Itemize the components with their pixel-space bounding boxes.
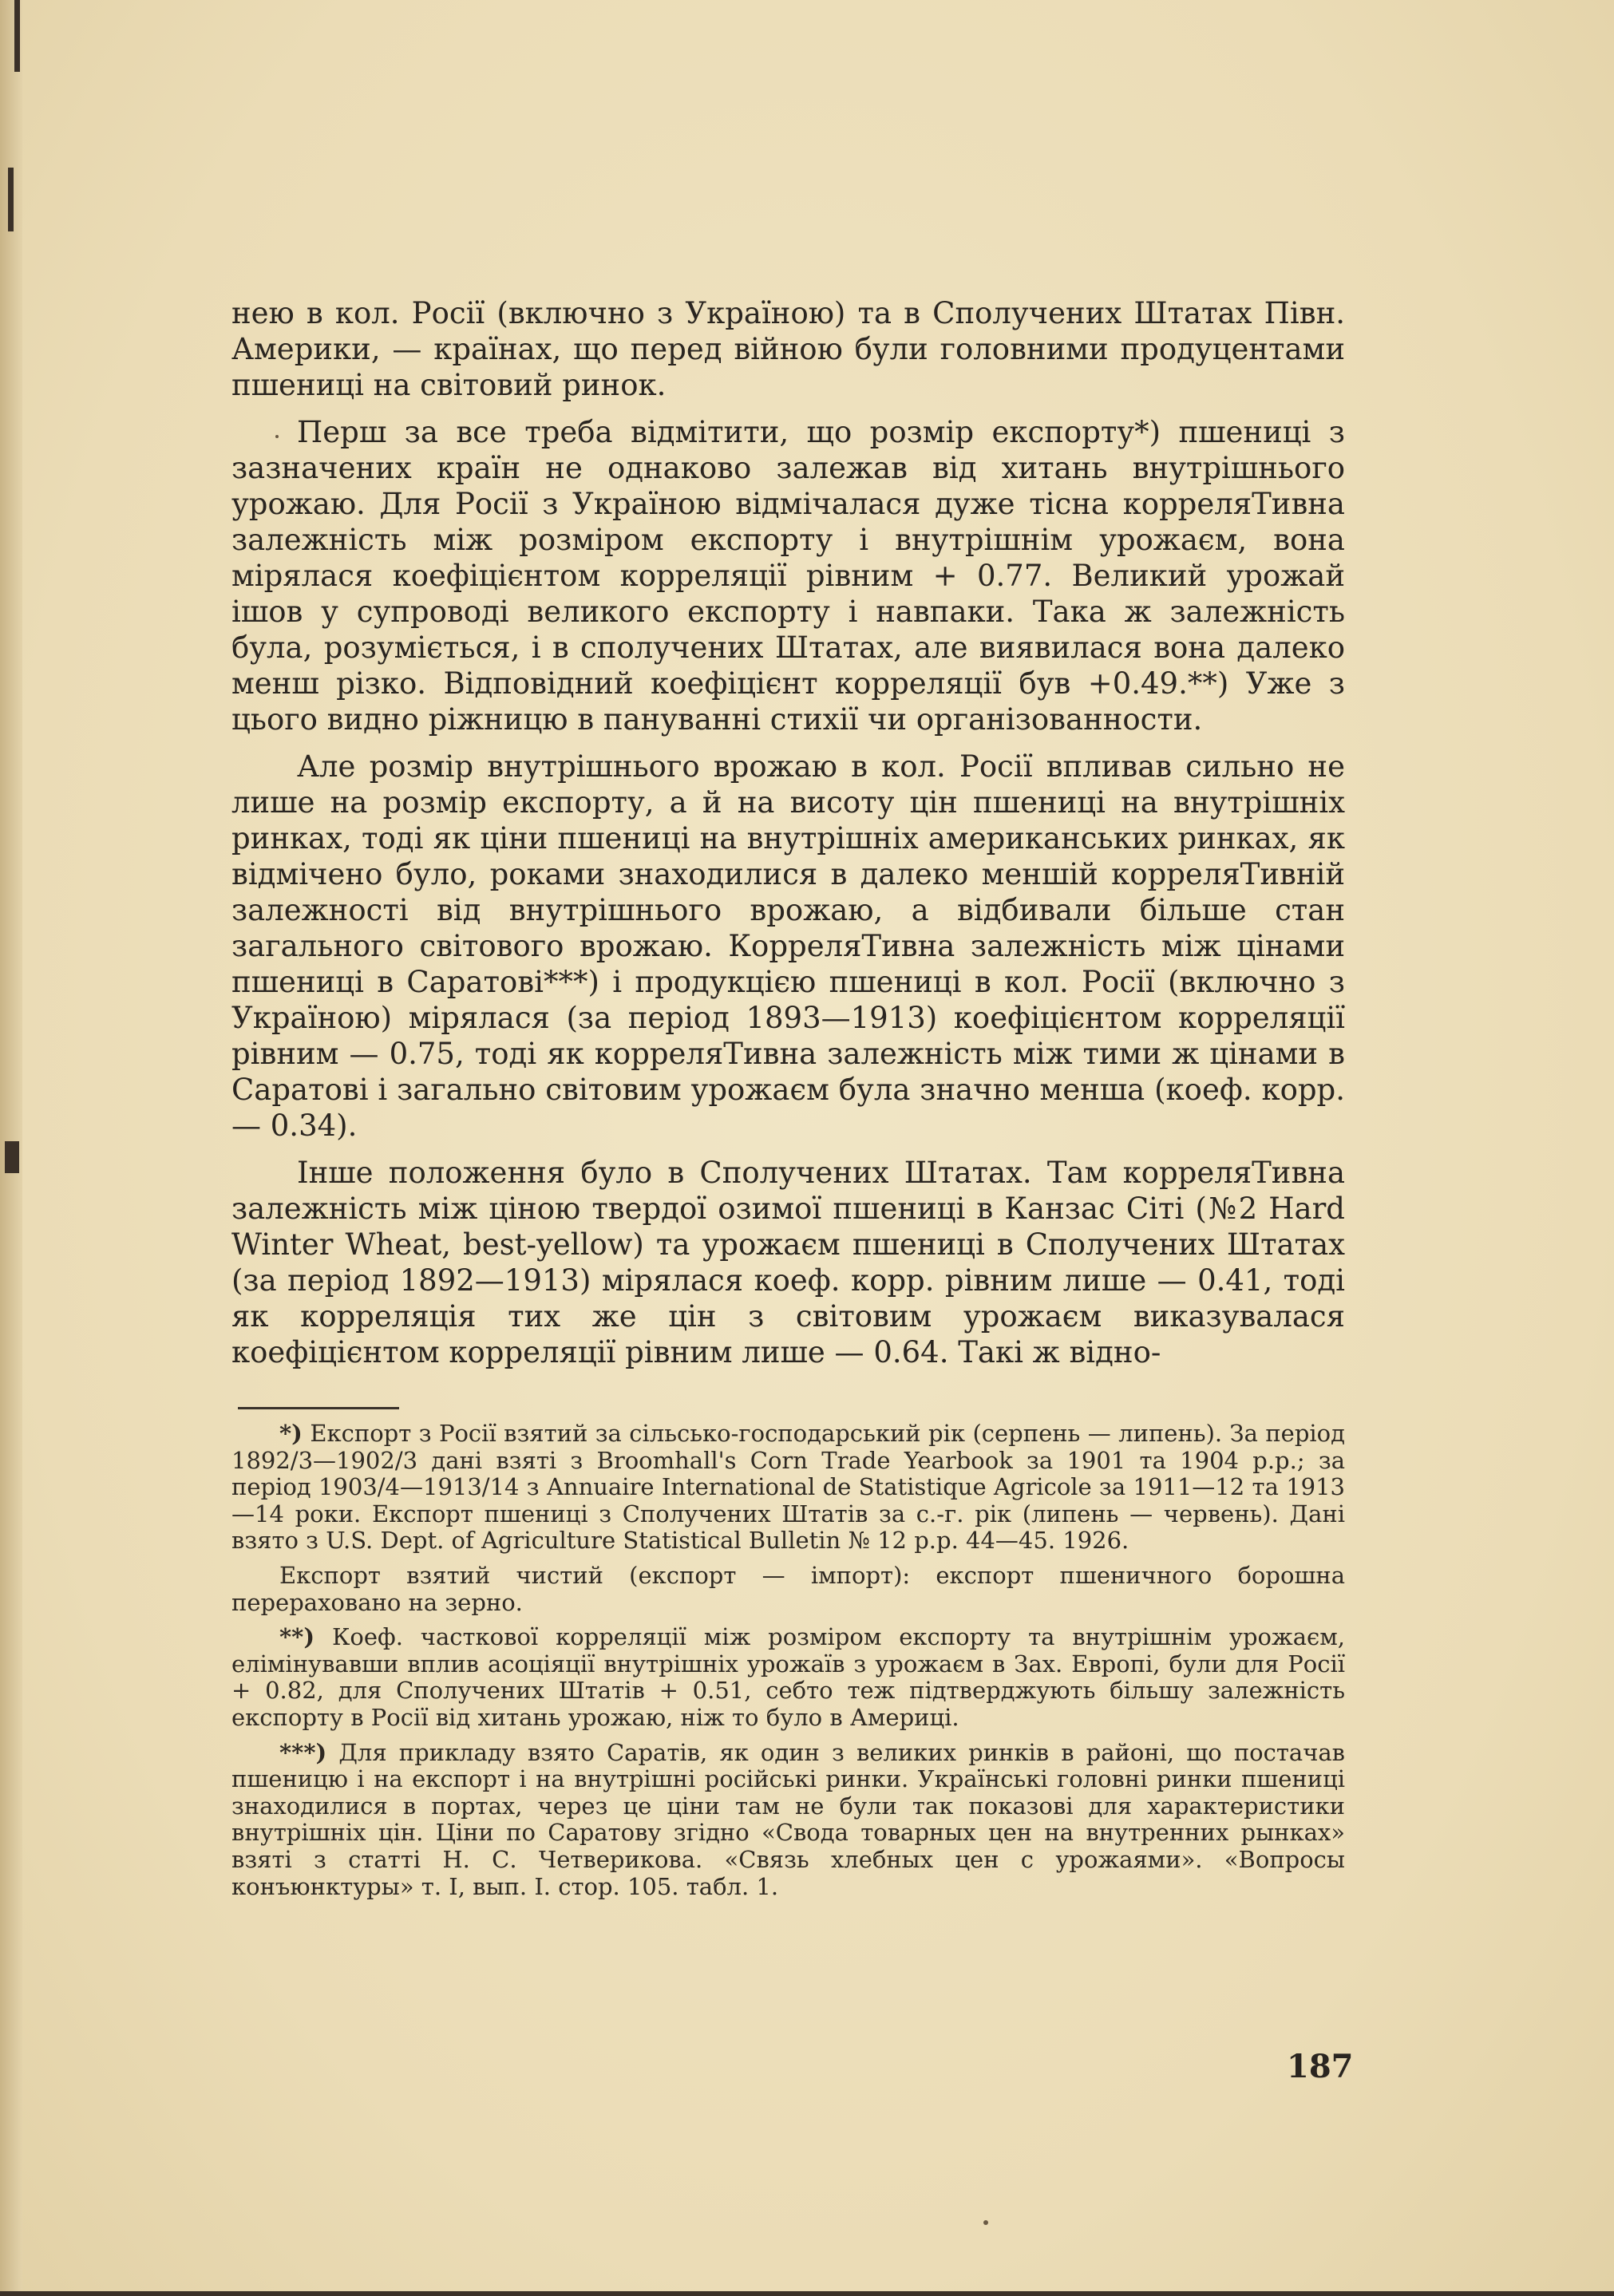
paper-speck	[983, 2220, 988, 2225]
footnote-text: Експорт з Росії взятий за сільсько-господарський рік (серпень — липень). За період 1892/3—1902/3 дані взяті з Broomhall's Corn Trade Yearbook за 1901 та 1904 р.р.; за період 1903/4—1913/14 з Annuaire International de Statistique Agricole за 1911—12 та 1913—14 роки. Експорт пшениці з Сполучених Штатів за с.-г. рік (липень — червень). Дані взято з U.S. Dept. of Agriculture Statistical Bulletin № 12 p.p. 44—45. 1926.	[231, 1420, 1345, 1555]
binding-mark	[5, 1141, 19, 1173]
footnote-marker: **)	[279, 1623, 315, 1651]
footnote-2	[231, 1624, 1345, 1731]
footnote-separator	[238, 1407, 399, 1409]
footnote-marker: ***)	[279, 1738, 327, 1766]
page-spine-shadow	[0, 0, 22, 2296]
page-number: 187	[1287, 2048, 1354, 2085]
footnote-text: Коеф. часткової корреляції між розміром експорту та внутрішнім урожаєм, елімінувавши вплив асоціяції внутрішніх урожаїв з урожаєм в Зах. Европі, були для Росії + 0.82, для Сполучених Штатів + 0.51, себто теж підтверджують більшу залежність експорту в Росії від хитань урожаю, ніж то було в Америці.	[231, 1623, 1346, 1731]
paragraph-4: Інше положення було в Сполучених Штатах. Там корреляТивна залежність між ціною твердої озимої пшениці в Канзас Сіті (№2 Hard Winter Wheat, best-yellow) та урожаєм пшениці в Сполучених Штатах (за період 1892—1913) мірялася коеф. корр. рівним лише — 0.41, тоді як корреляція тих же цін з світовим урожаєм виказувалася коефіцієнтом корреляції рівним лише — 0.64. Такі ж відно-	[231, 1156, 1345, 1369]
binding-mark	[8, 168, 14, 231]
main-text	[231, 295, 1345, 1381]
binding-mark	[14, 0, 20, 72]
paragraph-1: нею в кол. Росії (включно з Україною) та в Сполучених Штатах Півн. Америки, — країнах, що перед війною були головними продуцентами пшениці на світовий ринок.	[231, 296, 1345, 402]
paper-speck	[275, 435, 279, 438]
footnotes	[231, 1421, 1345, 1908]
footnote-3	[231, 1740, 1345, 1901]
footnote-marker: *)	[279, 1420, 303, 1447]
footnote-1	[231, 1421, 1345, 1555]
paragraph-3: Але розмір внутрішнього врожаю в кол. Росії впливав сильно не лише на розмір експорту, а й на висоту цін пшениці на внутрішніх ринках, тоді як ціни пшениці на внутрішніх американських ринках, як відмічено було, роками знаходилися в далеко меншій корреляТивній залежності від внутрішнього врожаю, а відбивали більше стан загального світового врожаю. КорреляТивна залежність між цінами пшениці в Саратові***) і продукцією пшениці в кол. Росії (включно з Україною) мірялася (за період 1893—1913) коефіцієнтом корреляції рівним — 0.75, тоді як корреляТивна залежність між тими ж цінами в Саратові і загально світовим урожаєм була значно менша (коеф. корр. — 0.34).	[231, 749, 1345, 1143]
page-bottom-edge	[0, 2291, 1614, 2296]
paragraph-2: Перш за все треба відмітити, що розмір експорту*) пшениці з зазначених країн не однаково залежав від хитань внутрішнього урожаю. Для Росії з Україною відмічалася дуже тісна корреляТивна залежність між розміром експорту і внутрішнім урожаєм, вона мірялася коефіцієнтом корреляції рівним + 0.77. Великий урожай ішов у супроводі великого експорту і навпаки. Така ж залежність була, розуміється, і в сполучених Штатах, але виявилася вона далеко менш різко. Відповідний коефіцієнт корреляції був +0.49.**) Уже з цього видно ріжницю в пануванні стихії чи організованности.	[231, 415, 1345, 737]
footnote-text: Експорт взятий чистий (експорт — імпорт): експорт пшеничного борошна перераховано на зерно.	[231, 1561, 1345, 1616]
footnote-1-continued	[231, 1563, 1345, 1616]
footnote-text: Для прикладу взято Саратів, як один з великих ринків в районі, що постачав пшеницю і на експорт і на внутрішні російські ринки. Українські головні ринки пшениці знаходилися в портах, через це ціни там не були так показові для характеристики внутрішніх цін. Ціни по Саратову згідно «Свода товарных цен на внутренних рынках» взяті з статті Н. С. Четверикова. «Связь хлебных цен с урожаями». «Вопросы конъюнктуры» т. I, вып. I. стор. 105. табл. 1.	[231, 1738, 1345, 1900]
